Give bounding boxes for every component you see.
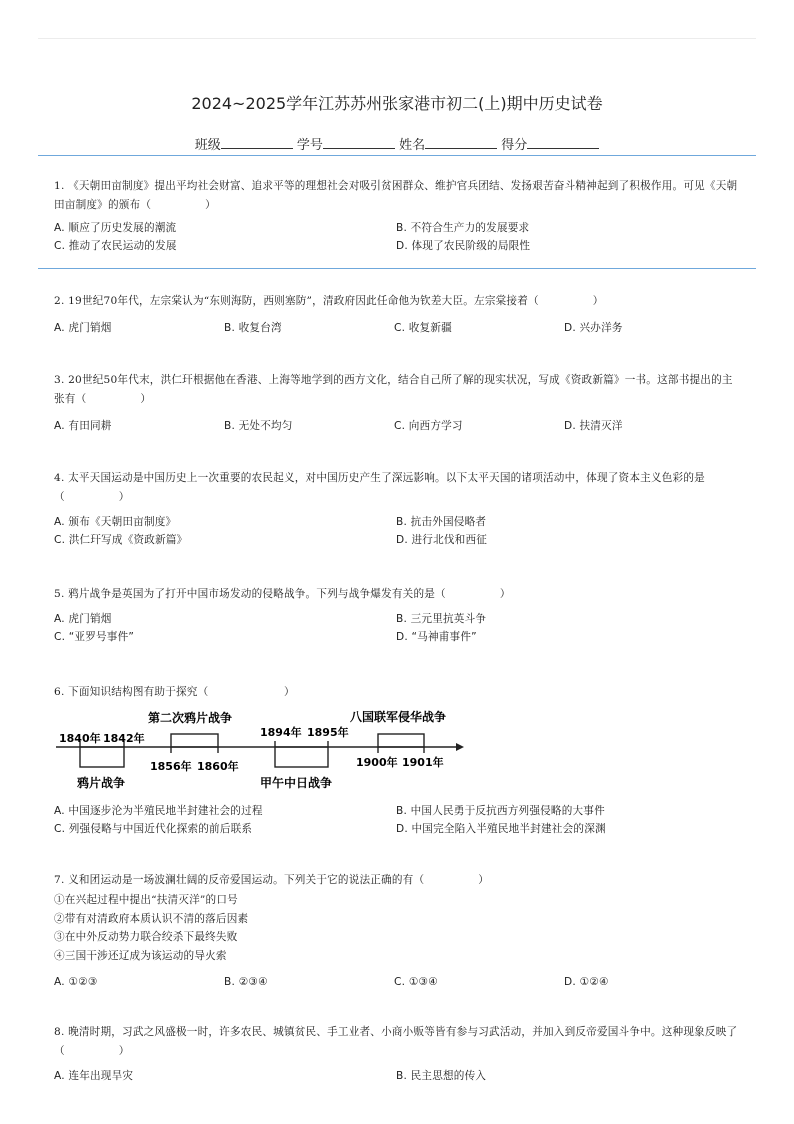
option-c[interactable]: C. ①③④: [394, 976, 438, 988]
question-8: [54, 1023, 742, 1085]
option-b[interactable]: B. 不符合生产力的发展要求: [396, 222, 530, 234]
timeline-diagram: [54, 708, 474, 798]
page-title: 2024~2025学年江苏苏州张家港市初二(上)期中历史试卷: [191, 94, 603, 113]
question-stem: 3. 20世纪50年代末，洪仁玕根据他在香港、上海等地学到的西方文化，结合自己所了解的现实状况，写成《资政新篇》一书。这部书提出的主张有（ ）: [54, 374, 733, 405]
option-b[interactable]: B. 中国人民勇于反抗西方列强侵略的大事件: [396, 805, 605, 817]
score-blank[interactable]: [527, 135, 599, 149]
score-label: 得分: [501, 138, 528, 153]
war-bracket: [80, 747, 124, 767]
options: [54, 319, 742, 337]
question-6: [54, 683, 742, 702]
question-6-options: [54, 796, 742, 838]
options: [54, 1067, 742, 1085]
option-a[interactable]: A. ①②③: [54, 976, 98, 988]
option-b[interactable]: B. 三元里抗英斗争: [396, 613, 487, 625]
options: [54, 513, 742, 549]
question-stem: 2. 19世纪70年代，左宗棠认为“东则海防，西则塞防”，清政府因此任命他为钦差大臣。左宗棠接着（ ）: [54, 295, 604, 307]
question-4: [54, 469, 742, 549]
question-5: [54, 585, 742, 646]
year-label: 1856年: [150, 760, 192, 773]
option-c[interactable]: C. “亚罗号事件”: [54, 631, 135, 643]
year-label: 1895年: [307, 726, 349, 739]
option-b[interactable]: B. 收复台湾: [224, 322, 282, 334]
year-label: 1860年: [197, 760, 239, 773]
option-d[interactable]: D. 中国完全陷入半殖民地半封建社会的深渊: [396, 823, 606, 835]
options: [54, 610, 742, 646]
question-stem: 1. 《天朝田亩制度》提出平均社会财富、追求平等的理想社会对吸引贫困群众、维护官兵团结、发扬艰苦奋斗精神起到了积极作用。可见《天朝田亩制度》的颁布（ ）: [54, 180, 738, 211]
question-divider: [38, 268, 756, 269]
option-c[interactable]: C. 洪仁玕写成《资政新篇》: [54, 534, 188, 546]
year-label: 1894年: [260, 726, 302, 739]
name-label: 姓名: [399, 138, 426, 153]
year-label: 1842年: [103, 732, 145, 745]
option-a[interactable]: A. 中国逐步沦为半殖民地半封建社会的过程: [54, 805, 263, 817]
options: [54, 802, 742, 838]
option-a[interactable]: A. 颁布《天朝田亩制度》: [54, 516, 177, 528]
option-b[interactable]: B. 无处不均匀: [224, 420, 293, 432]
arrow-icon: [456, 743, 464, 751]
option-b[interactable]: B. 抗击外国侵略者: [396, 516, 487, 528]
war-bracket: [275, 747, 328, 767]
war-label: 第二次鸦片战争: [148, 711, 233, 725]
option-c[interactable]: C. 列强侵略与中国近代化探索的前后联系: [54, 823, 253, 835]
option-b[interactable]: B. 民主思想的传入: [396, 1070, 487, 1082]
option-d[interactable]: D. 体现了农民阶级的局限性: [396, 240, 531, 252]
statement-item: ③在中外反动势力联合绞杀下最终失败: [54, 931, 238, 943]
question-stem: 7. 义和团运动是一场波澜壮阔的反帝爱国运动。下列关于它的说法正确的有（ ）: [54, 874, 490, 886]
option-c[interactable]: C. 向西方学习: [394, 420, 463, 432]
question-3: [54, 371, 742, 435]
question-stem: 6. 下面知识结构图有助于探究（ ）: [54, 686, 295, 698]
id-blank[interactable]: [323, 135, 395, 149]
options: [54, 973, 742, 991]
option-a[interactable]: A. 顺应了历史发展的潮流: [54, 222, 177, 234]
statement-item: ①在兴起过程中提出“扶清灭洋”的口号: [54, 894, 238, 906]
war-bracket: [171, 734, 218, 747]
option-c[interactable]: C. 收复新疆: [394, 322, 452, 334]
option-d[interactable]: D. “马神甫事件”: [396, 631, 477, 643]
war-label: 甲午中日战争: [260, 776, 333, 790]
id-label: 学号: [296, 138, 323, 153]
war-bracket: [378, 734, 424, 747]
student-info-line: [0, 134, 794, 153]
question-stem: 4. 太平天国运动是中国历史上一次重要的农民起义，对中国历史产生了深远影响。以下太平天国的诸项活动中，体现了资本主义色彩的是（ ）: [54, 472, 705, 503]
top-rule: [38, 38, 756, 39]
statement-item: ④三国干涉还辽成为该运动的导火索: [54, 949, 227, 962]
option-c[interactable]: C. 推动了农民运动的发展: [54, 240, 177, 252]
statement-item: ②带有对清政府本质认识不清的落后因素: [54, 912, 249, 925]
question-1: [54, 177, 742, 255]
option-b[interactable]: B. ②③④: [224, 976, 268, 988]
question-2: [54, 292, 742, 337]
war-label: 八国联军侵华战争: [350, 710, 447, 724]
option-a[interactable]: A. 虎门销烟: [54, 322, 112, 334]
statement-list: [54, 891, 742, 965]
option-d[interactable]: D. 兴办洋务: [564, 322, 623, 334]
year-label: 1900年: [356, 756, 398, 769]
class-label: 班级: [194, 138, 221, 153]
option-d[interactable]: D. 扶清灭洋: [564, 420, 623, 432]
options: [54, 219, 742, 255]
option-a[interactable]: A. 连年出现旱灾: [54, 1070, 134, 1082]
question-stem: 8. 晚清时期，习武之风盛极一时，许多农民、城镇贫民、手工业者、小商小贩等皆有参与习武活动，并加入到反帝爱国斗争中。这种现象反映了（ ）: [54, 1026, 738, 1057]
year-label: 1840年: [59, 732, 101, 745]
war-label: 鸦片战争: [77, 776, 126, 790]
class-blank[interactable]: [221, 135, 293, 149]
option-a[interactable]: A. 虎门销烟: [54, 613, 112, 625]
options: [54, 417, 742, 435]
header-divider: [38, 155, 756, 156]
question-stem: 5. 鸦片战争是英国为了打开中国市场发动的侵略战争。下列与战争爆发有关的是（ ）: [54, 588, 511, 600]
option-d[interactable]: D. ①②④: [564, 976, 609, 988]
name-blank[interactable]: [425, 135, 497, 149]
option-d[interactable]: D. 进行北伐和西征: [396, 534, 488, 546]
option-a[interactable]: A. 有田同耕: [54, 420, 112, 432]
year-label: 1901年: [402, 756, 444, 769]
question-7: [54, 871, 742, 991]
